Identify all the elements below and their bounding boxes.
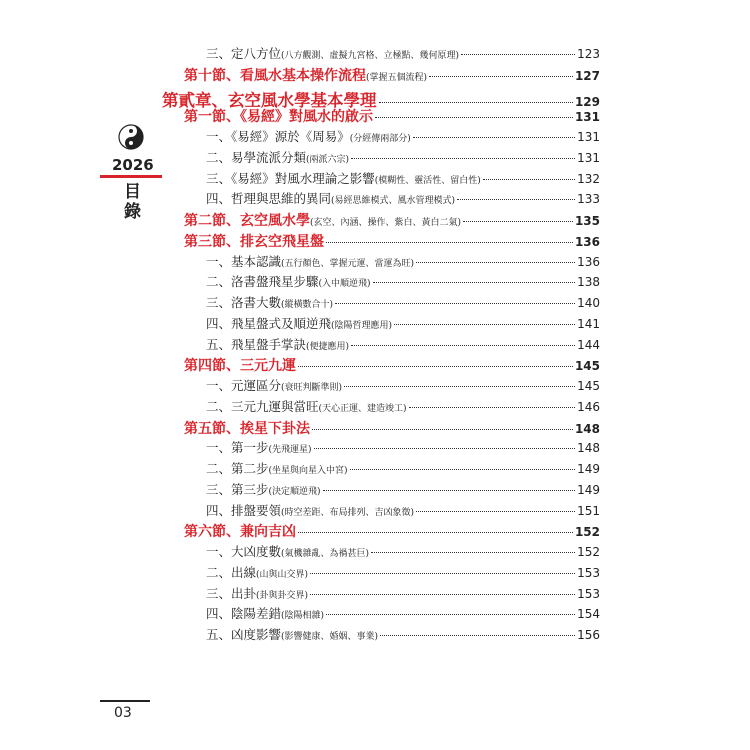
toc-entry bbox=[206, 314, 600, 332]
dot-leader bbox=[375, 117, 573, 118]
dot-leader bbox=[483, 179, 575, 180]
toc-entry-page: 144 bbox=[577, 337, 600, 352]
toc-entry bbox=[206, 272, 600, 290]
toc-entry-page: 156 bbox=[577, 628, 600, 642]
toc-entry bbox=[184, 210, 600, 230]
toc-entry-page: 131 bbox=[577, 130, 600, 144]
toc-entry-label: 第一節、《易經》對風水的啟示 bbox=[184, 109, 373, 126]
toc-entry-page: 149 bbox=[577, 482, 600, 497]
toc-entry-label: 二、三元九運與當旺 bbox=[206, 398, 319, 414]
dot-leader bbox=[310, 594, 575, 595]
toc-entry-page: 138 bbox=[577, 275, 600, 290]
toc-entry-page: 149 bbox=[577, 462, 600, 476]
toc-entry-page: 136 bbox=[577, 254, 600, 269]
toc-entry-label: 四、排盤要領 bbox=[206, 502, 282, 518]
toc-entry-label: 一、《易經》源於《周易》 bbox=[206, 129, 350, 144]
toc-entry-label: 第六節、兼向吉凶 bbox=[184, 524, 296, 541]
dot-leader bbox=[379, 102, 573, 103]
toc-entry-note: (坐星與向星入中宮) bbox=[268, 466, 348, 476]
toc-entry-page: 148 bbox=[577, 441, 600, 456]
toc-entry-label: 四、哲理與思維的異同 bbox=[206, 191, 332, 207]
toc-entry bbox=[206, 44, 600, 62]
toc-entry-note: (易經思維模式、風水管理模式) bbox=[331, 196, 456, 207]
toc-entry-note: (便捷應用) bbox=[306, 341, 350, 352]
dot-leader bbox=[416, 262, 575, 263]
toc-entry-page: 152 bbox=[574, 525, 600, 540]
toc-entry-page: 133 bbox=[577, 192, 600, 207]
toc-entry-page: 153 bbox=[577, 565, 600, 580]
toc-entry bbox=[206, 293, 600, 311]
dot-leader bbox=[371, 552, 575, 553]
dot-leader bbox=[335, 303, 575, 304]
toc-entry-note: (山與山交界) bbox=[256, 569, 309, 580]
toc-entry-label: 第四節、三元九運 bbox=[184, 358, 296, 375]
toc-entry-label: 第貳章、玄空風水學基本學理 bbox=[162, 90, 377, 110]
toc-entry-note: (玄空、內涵、操作、紫白、黃白二氣) bbox=[310, 218, 462, 228]
toc-entry-label: 二、出線 bbox=[206, 564, 257, 580]
dot-leader bbox=[326, 242, 573, 243]
yin-yang-icon bbox=[118, 124, 144, 150]
toc-entry bbox=[206, 189, 600, 207]
toc-entry-note: (入中順逆飛) bbox=[318, 279, 371, 290]
dot-leader bbox=[298, 366, 573, 367]
toc-entry bbox=[206, 127, 600, 145]
toc-entry-label: 四、陰陽差錯 bbox=[206, 606, 282, 622]
toc-entry-note: (氣機雜亂、為禍甚巨) bbox=[281, 549, 370, 559]
toc-entry bbox=[206, 563, 600, 581]
toc-entry-note: (分經傳兩部分) bbox=[349, 134, 411, 144]
toc-entry-note: (時空差距、布局排列、吉凶象徵) bbox=[281, 507, 415, 518]
toc-entry-page: 131 bbox=[577, 150, 600, 165]
toc-entry-note: (模糊性、靈活性、留白性) bbox=[374, 175, 481, 186]
toc-entry bbox=[206, 584, 600, 602]
toc-entry-note: (決定順逆飛) bbox=[268, 486, 321, 497]
toc-entry bbox=[206, 625, 600, 643]
toc-entry bbox=[184, 355, 600, 375]
year-label: 2026 bbox=[112, 156, 154, 174]
toc-entry-label: 三、出卦 bbox=[206, 585, 257, 601]
toc-entry-note: (卦與卦交界) bbox=[256, 590, 309, 601]
dot-leader bbox=[323, 490, 576, 491]
toc-entry bbox=[184, 418, 600, 438]
dot-leader bbox=[457, 199, 575, 200]
toc-entry-page: 153 bbox=[577, 586, 600, 601]
toc-entry-label: 第三節、排玄空飛星盤 bbox=[184, 233, 324, 250]
toc-entry-page: 148 bbox=[574, 421, 600, 436]
toc-entry-page: 129 bbox=[574, 94, 600, 109]
toc-entry-note: (陰陽相雜) bbox=[281, 611, 325, 622]
toc-entry-label: 一、第一步 bbox=[206, 440, 269, 456]
page-number: 03 bbox=[114, 705, 132, 721]
toc-entry-label: 第五節、挨星下卦法 bbox=[184, 420, 310, 437]
toc-entry-label: 一、元運區分 bbox=[206, 378, 282, 393]
toc-entry-note: (兩派六宗) bbox=[306, 154, 350, 165]
toc-entry-note: (五行顏色、掌握元運、當運為旺) bbox=[281, 258, 415, 269]
dot-leader bbox=[351, 345, 575, 346]
dot-leader bbox=[344, 386, 575, 387]
toc-entry-page: 152 bbox=[577, 545, 600, 559]
toc-entry bbox=[206, 252, 600, 270]
toc-entry bbox=[206, 501, 600, 519]
toc-entry-label: 一、基本認識 bbox=[206, 253, 282, 269]
toc-entry bbox=[206, 459, 600, 477]
dot-leader bbox=[463, 221, 573, 222]
dot-leader bbox=[429, 76, 573, 77]
toc-entry-note: (陰陽哲理應用) bbox=[331, 320, 393, 331]
toc-entry-page: 145 bbox=[577, 379, 600, 393]
section-title: 目錄 bbox=[124, 182, 141, 222]
dot-leader bbox=[298, 532, 573, 533]
dot-leader bbox=[314, 448, 576, 449]
toc-entry bbox=[206, 169, 600, 187]
toc-entry bbox=[206, 542, 600, 560]
toc-entry-label: 三、定八方位 bbox=[206, 46, 282, 61]
toc-entry-note: (衰旺判斷準則) bbox=[281, 383, 343, 393]
toc-entry bbox=[206, 148, 600, 166]
toc-entry-label: 二、洛書盤飛星步驟 bbox=[206, 274, 319, 290]
toc-entry-page: 135 bbox=[574, 214, 600, 228]
toc-entry bbox=[184, 521, 600, 541]
toc-entry-note: (八方觀測、虛擬九宮格、立極點、幾何原理) bbox=[281, 51, 460, 61]
dot-leader bbox=[312, 429, 573, 430]
toc-entry-page: 154 bbox=[577, 607, 600, 622]
toc-entry bbox=[184, 106, 600, 126]
dot-leader bbox=[310, 573, 575, 574]
toc-entry-page: 146 bbox=[577, 399, 600, 414]
toc-entry bbox=[206, 397, 600, 415]
dot-leader bbox=[409, 407, 576, 408]
toc-entry-page: 140 bbox=[577, 296, 600, 310]
toc-entry-note: (先飛運星) bbox=[268, 445, 312, 456]
dot-leader bbox=[461, 54, 575, 55]
toc-entry-page: 151 bbox=[577, 503, 600, 518]
toc-entry bbox=[206, 604, 600, 622]
dot-leader bbox=[351, 158, 575, 159]
toc-entry-label: 三、洛書大數 bbox=[206, 295, 282, 310]
year-underline bbox=[100, 175, 162, 178]
toc-entry-label: 一、大凶度數 bbox=[206, 544, 282, 559]
toc-entry-label: 二、第二步 bbox=[206, 461, 269, 476]
toc-entry-note: (影響健康、婚姻、事業) bbox=[281, 632, 379, 642]
toc-entry bbox=[206, 438, 600, 456]
dot-leader bbox=[373, 282, 576, 283]
page-number-rule bbox=[100, 700, 150, 702]
toc-entry-label: 第十節、看風水基本操作流程 bbox=[184, 67, 366, 84]
toc-entry-page: 136 bbox=[574, 234, 600, 249]
dot-leader bbox=[394, 324, 575, 325]
dot-leader bbox=[350, 469, 576, 470]
toc-entry bbox=[184, 231, 600, 251]
toc-entry-page: 141 bbox=[577, 316, 600, 331]
toc-entry bbox=[184, 65, 600, 85]
toc-entry bbox=[206, 376, 600, 394]
toc-entry-label: 五、飛星盤手掌訣 bbox=[206, 336, 307, 352]
toc-entry-page: 132 bbox=[577, 171, 600, 186]
toc-entry bbox=[206, 480, 600, 498]
toc-entry-label: 四、飛星盤式及順逆飛 bbox=[206, 315, 332, 331]
toc-entry-page: 131 bbox=[574, 110, 600, 125]
dot-leader bbox=[416, 511, 575, 512]
toc-entry-label: 第二節、玄空風水學 bbox=[184, 213, 310, 229]
dot-leader bbox=[413, 137, 575, 138]
toc-entry-label: 五、凶度影響 bbox=[206, 627, 282, 642]
toc-entry-label: 三、第三步 bbox=[206, 481, 269, 497]
toc-entry-note: (掌握五個流程) bbox=[366, 72, 428, 83]
toc-entry-label: 三、《易經》對風水理論之影響 bbox=[206, 170, 375, 186]
toc-entry-page: 127 bbox=[574, 68, 600, 83]
toc-entry-note: (天心正運、建造竣工) bbox=[318, 403, 407, 414]
toc-entry-note: (縱橫數合十) bbox=[281, 300, 334, 310]
dot-leader bbox=[380, 635, 575, 636]
toc-entry-page: 123 bbox=[577, 47, 600, 61]
toc-entry-label: 二、易學流派分類 bbox=[206, 149, 307, 165]
dot-leader bbox=[326, 614, 575, 615]
toc-entry bbox=[206, 335, 600, 353]
toc-entry-page: 145 bbox=[574, 359, 600, 374]
